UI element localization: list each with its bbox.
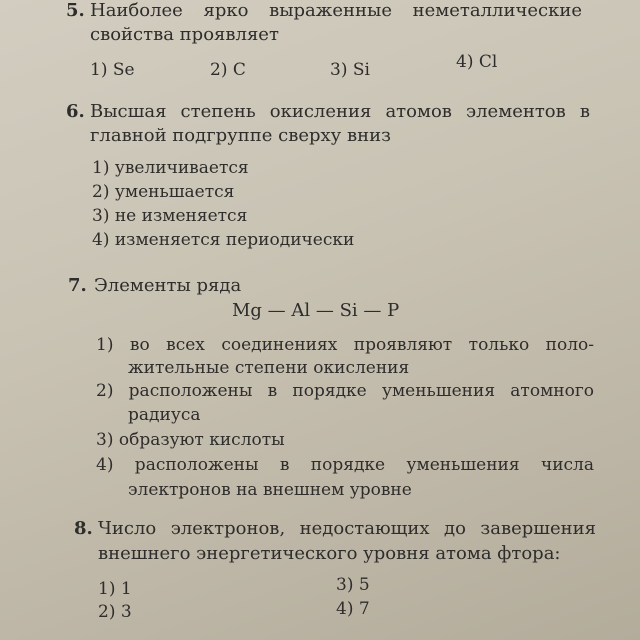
question-text-line: внешнего энергетического уровня атома фтора: [98, 543, 561, 564]
question-text-line: Число электронов, недостающих до завершения [98, 518, 596, 539]
answer-option: 4) изменяется периодически [92, 230, 355, 250]
answer-option: 3) Si [330, 60, 370, 80]
answer-option: 4) расположены в порядке уменьшения числа [96, 455, 594, 475]
question-text-line: главной подгруппе сверху вниз [90, 125, 391, 146]
answer-option: 4) Cl [456, 52, 498, 72]
question-number: 7. [68, 275, 87, 296]
answer-option: 3) не изменяется [92, 206, 248, 226]
answer-option: 1) Se [90, 60, 135, 80]
answer-option: 3) 5 [336, 575, 370, 595]
question-text-line: Наиболее ярко выраженные неметаллические [90, 0, 582, 21]
question-text-line: Элементы ряда [94, 275, 242, 296]
answer-option: 1) во всех соединениях проявляют только поло- [96, 335, 594, 355]
answer-option-continuation: жительные степени окисления [128, 358, 410, 378]
element-series-formula: Mg — Al — Si — P [232, 300, 400, 321]
answer-option: 2) 3 [98, 602, 132, 622]
question-text-line: свойства проявляет [90, 24, 279, 45]
question-number: 6. [66, 101, 85, 122]
answer-option-continuation: радиуса [128, 405, 201, 425]
question-text-line: Высшая степень окисления атомов элементов в [90, 101, 590, 122]
answer-option: 1) 1 [98, 579, 132, 599]
answer-option: 2) расположены в порядке уменьшения атомного [96, 381, 594, 401]
answer-option: 1) увеличивается [92, 158, 249, 178]
answer-option: 2) уменьшается [92, 182, 235, 202]
question-number: 5. [66, 0, 85, 21]
answer-option: 2) C [210, 60, 246, 80]
answer-option-continuation: электронов на внешнем уровне [128, 480, 412, 500]
question-number: 8. [74, 518, 93, 539]
answer-option: 3) образуют кислоты [96, 430, 285, 450]
answer-option: 4) 7 [336, 599, 370, 619]
